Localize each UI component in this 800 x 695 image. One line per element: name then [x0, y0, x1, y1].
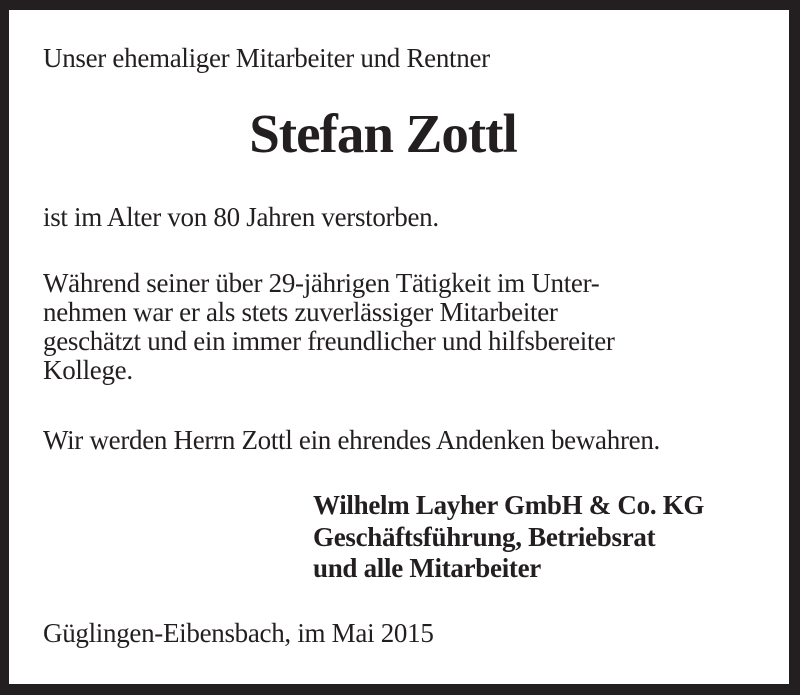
death-statement: ist im Alter von 80 Jahren verstorben.	[43, 202, 439, 232]
signature-company-line: Wilhelm Layher GmbH & Co. KG	[313, 490, 705, 520]
signature-block	[313, 490, 704, 585]
remembrance-line: Wir werden Herrn Zottl ein ehrendes Andenken bewahren.	[43, 425, 660, 455]
place-date-line: Güglingen-Eibensbach, im Mai 2015	[43, 618, 434, 648]
tribute-paragraph-line: Kollege.	[43, 355, 133, 385]
signature-management-line: Geschäftsführung, Betriebsrat	[313, 521, 656, 552]
tribute-paragraph	[43, 269, 615, 385]
tribute-paragraph-line: Während seiner über 29-jährigen Tätigkeit im Unter-	[43, 268, 600, 298]
signature-employees-line: und alle Mitarbeiter	[313, 553, 541, 583]
deceased-name: Stefan Zottl	[249, 103, 517, 164]
tribute-paragraph-line: nehmen war er als stets zuverlässiger Mitarbeiter	[43, 297, 558, 327]
obituary-content	[9, 10, 789, 684]
intro-line: Unser ehemaliger Mitarbeiter und Rentner	[43, 43, 490, 73]
tribute-paragraph-line: geschätzt und ein immer freundlicher und hilfsbereiter	[43, 326, 615, 356]
